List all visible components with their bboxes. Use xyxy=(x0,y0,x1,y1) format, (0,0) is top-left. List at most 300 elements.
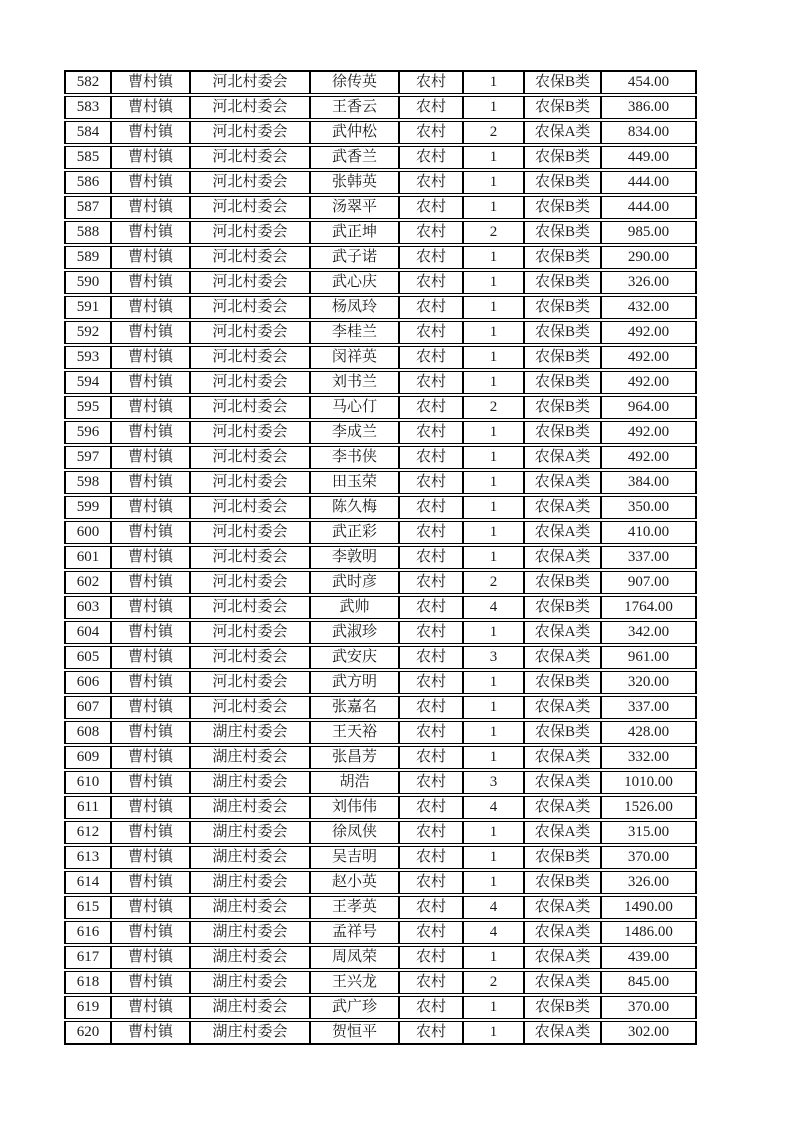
cell-amount: 444.00 xyxy=(601,170,696,195)
cell-no: 612 xyxy=(65,820,111,845)
cell-amount: 834.00 xyxy=(601,120,696,145)
cell-amount: 370.00 xyxy=(601,995,696,1020)
cell-no: 582 xyxy=(65,71,111,95)
cell-category: 农村 xyxy=(399,970,463,995)
cell-town: 曹村镇 xyxy=(111,395,190,420)
table-row xyxy=(65,695,696,720)
cell-insurance: 农保B类 xyxy=(524,870,601,895)
cell-village: 河北村委会 xyxy=(190,95,310,120)
payment-table xyxy=(64,70,697,1045)
cell-insurance: 农保B类 xyxy=(524,370,601,395)
cell-village: 河北村委会 xyxy=(190,370,310,395)
cell-village: 河北村委会 xyxy=(190,595,310,620)
cell-count: 1 xyxy=(463,420,524,445)
cell-town: 曹村镇 xyxy=(111,795,190,820)
cell-town: 曹村镇 xyxy=(111,420,190,445)
table-row xyxy=(65,320,696,345)
cell-town: 曹村镇 xyxy=(111,970,190,995)
cell-village: 河北村委会 xyxy=(190,695,310,720)
cell-town: 曹村镇 xyxy=(111,995,190,1020)
cell-town: 曹村镇 xyxy=(111,620,190,645)
cell-village: 湖庄村委会 xyxy=(190,1020,310,1044)
table-row xyxy=(65,570,696,595)
cell-insurance: 农保B类 xyxy=(524,595,601,620)
cell-name: 张嘉名 xyxy=(310,695,399,720)
cell-amount: 290.00 xyxy=(601,245,696,270)
cell-amount: 337.00 xyxy=(601,695,696,720)
cell-no: 592 xyxy=(65,320,111,345)
cell-no: 584 xyxy=(65,120,111,145)
cell-no: 616 xyxy=(65,920,111,945)
cell-village: 河北村委会 xyxy=(190,145,310,170)
cell-name: 武淑珍 xyxy=(310,620,399,645)
table-row xyxy=(65,545,696,570)
cell-count: 3 xyxy=(463,770,524,795)
cell-count: 4 xyxy=(463,795,524,820)
cell-category: 农村 xyxy=(399,295,463,320)
cell-village: 湖庄村委会 xyxy=(190,995,310,1020)
cell-insurance: 农保B类 xyxy=(524,720,601,745)
cell-name: 张昌芳 xyxy=(310,745,399,770)
cell-amount: 302.00 xyxy=(601,1020,696,1044)
cell-name: 赵小英 xyxy=(310,870,399,895)
cell-count: 3 xyxy=(463,645,524,670)
cell-count: 2 xyxy=(463,395,524,420)
cell-no: 605 xyxy=(65,645,111,670)
cell-no: 613 xyxy=(65,845,111,870)
cell-amount: 444.00 xyxy=(601,195,696,220)
cell-count: 1 xyxy=(463,320,524,345)
cell-amount: 961.00 xyxy=(601,645,696,670)
cell-insurance: 农保B类 xyxy=(524,220,601,245)
table-row xyxy=(65,870,696,895)
cell-category: 农村 xyxy=(399,370,463,395)
cell-amount: 1486.00 xyxy=(601,920,696,945)
cell-town: 曹村镇 xyxy=(111,170,190,195)
cell-village: 河北村委会 xyxy=(190,620,310,645)
cell-insurance: 农保A类 xyxy=(524,495,601,520)
cell-name: 武心庆 xyxy=(310,270,399,295)
cell-amount: 326.00 xyxy=(601,270,696,295)
cell-insurance: 农保A类 xyxy=(524,745,601,770)
cell-no: 595 xyxy=(65,395,111,420)
cell-amount: 332.00 xyxy=(601,745,696,770)
cell-category: 农村 xyxy=(399,820,463,845)
cell-insurance: 农保A类 xyxy=(524,820,601,845)
table-row xyxy=(65,220,696,245)
cell-amount: 1490.00 xyxy=(601,895,696,920)
table-row xyxy=(65,720,696,745)
cell-count: 1 xyxy=(463,670,524,695)
cell-village: 河北村委会 xyxy=(190,170,310,195)
cell-name: 徐传英 xyxy=(310,71,399,95)
cell-category: 农村 xyxy=(399,895,463,920)
cell-insurance: 农保B类 xyxy=(524,420,601,445)
cell-amount: 384.00 xyxy=(601,470,696,495)
cell-category: 农村 xyxy=(399,770,463,795)
cell-count: 1 xyxy=(463,695,524,720)
cell-town: 曹村镇 xyxy=(111,695,190,720)
cell-town: 曹村镇 xyxy=(111,645,190,670)
cell-insurance: 农保A类 xyxy=(524,795,601,820)
cell-insurance: 农保B类 xyxy=(524,195,601,220)
cell-amount: 1526.00 xyxy=(601,795,696,820)
cell-amount: 428.00 xyxy=(601,720,696,745)
cell-count: 2 xyxy=(463,120,524,145)
table-row xyxy=(65,370,696,395)
cell-name: 王兴龙 xyxy=(310,970,399,995)
cell-town: 曹村镇 xyxy=(111,745,190,770)
cell-insurance: 农保A类 xyxy=(524,1020,601,1044)
cell-amount: 492.00 xyxy=(601,370,696,395)
cell-count: 1 xyxy=(463,745,524,770)
cell-amount: 1010.00 xyxy=(601,770,696,795)
cell-count: 4 xyxy=(463,920,524,945)
cell-count: 4 xyxy=(463,895,524,920)
cell-no: 585 xyxy=(65,145,111,170)
cell-category: 农村 xyxy=(399,395,463,420)
table-row xyxy=(65,945,696,970)
cell-no: 607 xyxy=(65,695,111,720)
cell-count: 1 xyxy=(463,845,524,870)
cell-count: 1 xyxy=(463,620,524,645)
cell-town: 曹村镇 xyxy=(111,945,190,970)
cell-no: 588 xyxy=(65,220,111,245)
cell-category: 农村 xyxy=(399,495,463,520)
cell-town: 曹村镇 xyxy=(111,1020,190,1044)
cell-town: 曹村镇 xyxy=(111,520,190,545)
cell-village: 河北村委会 xyxy=(190,445,310,470)
cell-village: 湖庄村委会 xyxy=(190,870,310,895)
cell-town: 曹村镇 xyxy=(111,320,190,345)
cell-insurance: 农保A类 xyxy=(524,120,601,145)
cell-name: 吴吉明 xyxy=(310,845,399,870)
table-row xyxy=(65,745,696,770)
cell-count: 1 xyxy=(463,145,524,170)
cell-count: 1 xyxy=(463,495,524,520)
cell-no: 608 xyxy=(65,720,111,745)
cell-village: 湖庄村委会 xyxy=(190,895,310,920)
cell-name: 王孝英 xyxy=(310,895,399,920)
table-row xyxy=(65,970,696,995)
cell-name: 汤翠平 xyxy=(310,195,399,220)
cell-town: 曹村镇 xyxy=(111,295,190,320)
cell-category: 农村 xyxy=(399,420,463,445)
cell-category: 农村 xyxy=(399,120,463,145)
cell-village: 河北村委会 xyxy=(190,495,310,520)
cell-category: 农村 xyxy=(399,795,463,820)
cell-village: 河北村委会 xyxy=(190,395,310,420)
cell-no: 596 xyxy=(65,420,111,445)
cell-name: 武帅 xyxy=(310,595,399,620)
cell-count: 1 xyxy=(463,945,524,970)
cell-town: 曹村镇 xyxy=(111,920,190,945)
table-row xyxy=(65,145,696,170)
cell-no: 610 xyxy=(65,770,111,795)
cell-no: 602 xyxy=(65,570,111,595)
cell-name: 刘伟伟 xyxy=(310,795,399,820)
cell-category: 农村 xyxy=(399,1020,463,1044)
cell-category: 农村 xyxy=(399,995,463,1020)
cell-name: 李书侠 xyxy=(310,445,399,470)
cell-town: 曹村镇 xyxy=(111,245,190,270)
cell-insurance: 农保B类 xyxy=(524,71,601,95)
cell-name: 武方明 xyxy=(310,670,399,695)
cell-insurance: 农保A类 xyxy=(524,470,601,495)
table-row xyxy=(65,1020,696,1044)
cell-name: 李成兰 xyxy=(310,420,399,445)
cell-count: 1 xyxy=(463,470,524,495)
cell-amount: 964.00 xyxy=(601,395,696,420)
cell-insurance: 农保A类 xyxy=(524,770,601,795)
cell-town: 曹村镇 xyxy=(111,670,190,695)
cell-count: 1 xyxy=(463,170,524,195)
table-row xyxy=(65,170,696,195)
cell-name: 马心仃 xyxy=(310,395,399,420)
cell-amount: 492.00 xyxy=(601,445,696,470)
cell-category: 农村 xyxy=(399,745,463,770)
cell-insurance: 农保A类 xyxy=(524,945,601,970)
cell-insurance: 农保B类 xyxy=(524,320,601,345)
table-row xyxy=(65,820,696,845)
cell-name: 田玉荣 xyxy=(310,470,399,495)
cell-town: 曹村镇 xyxy=(111,345,190,370)
cell-category: 农村 xyxy=(399,245,463,270)
cell-name: 刘书兰 xyxy=(310,370,399,395)
cell-count: 1 xyxy=(463,270,524,295)
cell-amount: 907.00 xyxy=(601,570,696,595)
cell-insurance: 农保B类 xyxy=(524,995,601,1020)
cell-count: 1 xyxy=(463,295,524,320)
cell-no: 599 xyxy=(65,495,111,520)
cell-no: 611 xyxy=(65,795,111,820)
cell-name: 武仲松 xyxy=(310,120,399,145)
table-row xyxy=(65,495,696,520)
cell-insurance: 农保B类 xyxy=(524,270,601,295)
cell-amount: 432.00 xyxy=(601,295,696,320)
cell-insurance: 农保A类 xyxy=(524,895,601,920)
cell-name: 武子诺 xyxy=(310,245,399,270)
cell-village: 湖庄村委会 xyxy=(190,845,310,870)
cell-no: 603 xyxy=(65,595,111,620)
cell-insurance: 农保A类 xyxy=(524,445,601,470)
cell-count: 1 xyxy=(463,245,524,270)
cell-count: 1 xyxy=(463,445,524,470)
cell-amount: 492.00 xyxy=(601,345,696,370)
cell-no: 594 xyxy=(65,370,111,395)
cell-village: 河北村委会 xyxy=(190,71,310,95)
cell-name: 杨凤玲 xyxy=(310,295,399,320)
cell-name: 武时彦 xyxy=(310,570,399,595)
cell-category: 农村 xyxy=(399,870,463,895)
cell-amount: 370.00 xyxy=(601,845,696,870)
cell-town: 曹村镇 xyxy=(111,145,190,170)
cell-no: 620 xyxy=(65,1020,111,1044)
table-row xyxy=(65,845,696,870)
cell-village: 河北村委会 xyxy=(190,245,310,270)
cell-count: 2 xyxy=(463,220,524,245)
table-row xyxy=(65,295,696,320)
cell-amount: 350.00 xyxy=(601,495,696,520)
cell-insurance: 农保A类 xyxy=(524,970,601,995)
cell-name: 李敦明 xyxy=(310,545,399,570)
cell-category: 农村 xyxy=(399,520,463,545)
cell-count: 1 xyxy=(463,370,524,395)
cell-amount: 492.00 xyxy=(601,320,696,345)
cell-insurance: 农保B类 xyxy=(524,345,601,370)
table-row xyxy=(65,770,696,795)
cell-village: 河北村委会 xyxy=(190,320,310,345)
cell-no: 604 xyxy=(65,620,111,645)
cell-name: 武安庆 xyxy=(310,645,399,670)
cell-town: 曹村镇 xyxy=(111,370,190,395)
table-row xyxy=(65,445,696,470)
cell-village: 湖庄村委会 xyxy=(190,920,310,945)
table-row xyxy=(65,595,696,620)
cell-town: 曹村镇 xyxy=(111,770,190,795)
cell-amount: 315.00 xyxy=(601,820,696,845)
cell-name: 武香兰 xyxy=(310,145,399,170)
cell-category: 农村 xyxy=(399,645,463,670)
table-row xyxy=(65,795,696,820)
cell-insurance: 农保B类 xyxy=(524,295,601,320)
cell-count: 1 xyxy=(463,345,524,370)
cell-no: 601 xyxy=(65,545,111,570)
table-row xyxy=(65,420,696,445)
cell-no: 615 xyxy=(65,895,111,920)
cell-no: 618 xyxy=(65,970,111,995)
table-row xyxy=(65,95,696,120)
cell-no: 589 xyxy=(65,245,111,270)
cell-village: 河北村委会 xyxy=(190,470,310,495)
table-row xyxy=(65,345,696,370)
cell-town: 曹村镇 xyxy=(111,220,190,245)
cell-category: 农村 xyxy=(399,845,463,870)
cell-category: 农村 xyxy=(399,270,463,295)
cell-town: 曹村镇 xyxy=(111,870,190,895)
cell-amount: 439.00 xyxy=(601,945,696,970)
table-row xyxy=(65,120,696,145)
cell-village: 河北村委会 xyxy=(190,220,310,245)
cell-town: 曹村镇 xyxy=(111,270,190,295)
cell-no: 597 xyxy=(65,445,111,470)
cell-no: 598 xyxy=(65,470,111,495)
cell-category: 农村 xyxy=(399,945,463,970)
cell-village: 河北村委会 xyxy=(190,545,310,570)
cell-insurance: 农保B类 xyxy=(524,570,601,595)
cell-town: 曹村镇 xyxy=(111,820,190,845)
cell-insurance: 农保A类 xyxy=(524,520,601,545)
cell-village: 河北村委会 xyxy=(190,345,310,370)
cell-insurance: 农保A类 xyxy=(524,545,601,570)
cell-count: 1 xyxy=(463,71,524,95)
cell-category: 农村 xyxy=(399,345,463,370)
table-row xyxy=(65,470,696,495)
cell-amount: 320.00 xyxy=(601,670,696,695)
cell-village: 湖庄村委会 xyxy=(190,970,310,995)
cell-count: 4 xyxy=(463,595,524,620)
cell-count: 2 xyxy=(463,570,524,595)
cell-name: 张韩英 xyxy=(310,170,399,195)
cell-town: 曹村镇 xyxy=(111,545,190,570)
table-row xyxy=(65,71,696,95)
cell-amount: 492.00 xyxy=(601,420,696,445)
cell-village: 河北村委会 xyxy=(190,645,310,670)
cell-town: 曹村镇 xyxy=(111,71,190,95)
cell-town: 曹村镇 xyxy=(111,445,190,470)
cell-count: 1 xyxy=(463,870,524,895)
table-row xyxy=(65,520,696,545)
table-row xyxy=(65,645,696,670)
cell-insurance: 农保B类 xyxy=(524,95,601,120)
cell-category: 农村 xyxy=(399,670,463,695)
cell-amount: 1764.00 xyxy=(601,595,696,620)
cell-category: 农村 xyxy=(399,470,463,495)
cell-town: 曹村镇 xyxy=(111,595,190,620)
cell-no: 617 xyxy=(65,945,111,970)
cell-name: 李桂兰 xyxy=(310,320,399,345)
cell-category: 农村 xyxy=(399,620,463,645)
cell-count: 1 xyxy=(463,820,524,845)
cell-count: 1 xyxy=(463,720,524,745)
table-row xyxy=(65,995,696,1020)
cell-name: 胡浩 xyxy=(310,770,399,795)
cell-category: 农村 xyxy=(399,920,463,945)
cell-category: 农村 xyxy=(399,71,463,95)
cell-no: 583 xyxy=(65,95,111,120)
cell-amount: 845.00 xyxy=(601,970,696,995)
cell-category: 农村 xyxy=(399,95,463,120)
cell-village: 河北村委会 xyxy=(190,195,310,220)
cell-amount: 454.00 xyxy=(601,71,696,95)
cell-name: 孟祥号 xyxy=(310,920,399,945)
cell-amount: 337.00 xyxy=(601,545,696,570)
cell-no: 606 xyxy=(65,670,111,695)
cell-town: 曹村镇 xyxy=(111,570,190,595)
cell-name: 徐凤侠 xyxy=(310,820,399,845)
cell-village: 湖庄村委会 xyxy=(190,945,310,970)
cell-no: 593 xyxy=(65,345,111,370)
cell-category: 农村 xyxy=(399,195,463,220)
cell-name: 武正彩 xyxy=(310,520,399,545)
cell-name: 贺恒平 xyxy=(310,1020,399,1044)
cell-insurance: 农保B类 xyxy=(524,845,601,870)
cell-insurance: 农保A类 xyxy=(524,920,601,945)
cell-village: 河北村委会 xyxy=(190,570,310,595)
cell-amount: 410.00 xyxy=(601,520,696,545)
cell-category: 农村 xyxy=(399,570,463,595)
cell-insurance: 农保B类 xyxy=(524,170,601,195)
cell-village: 河北村委会 xyxy=(190,270,310,295)
cell-town: 曹村镇 xyxy=(111,470,190,495)
cell-no: 619 xyxy=(65,995,111,1020)
cell-insurance: 农保B类 xyxy=(524,145,601,170)
cell-town: 曹村镇 xyxy=(111,495,190,520)
cell-count: 1 xyxy=(463,1020,524,1044)
cell-category: 农村 xyxy=(399,595,463,620)
cell-town: 曹村镇 xyxy=(111,120,190,145)
cell-town: 曹村镇 xyxy=(111,720,190,745)
cell-village: 河北村委会 xyxy=(190,295,310,320)
cell-no: 586 xyxy=(65,170,111,195)
cell-village: 河北村委会 xyxy=(190,120,310,145)
table-row xyxy=(65,245,696,270)
cell-category: 农村 xyxy=(399,445,463,470)
cell-category: 农村 xyxy=(399,720,463,745)
cell-name: 武广珍 xyxy=(310,995,399,1020)
cell-village: 湖庄村委会 xyxy=(190,745,310,770)
cell-no: 591 xyxy=(65,295,111,320)
